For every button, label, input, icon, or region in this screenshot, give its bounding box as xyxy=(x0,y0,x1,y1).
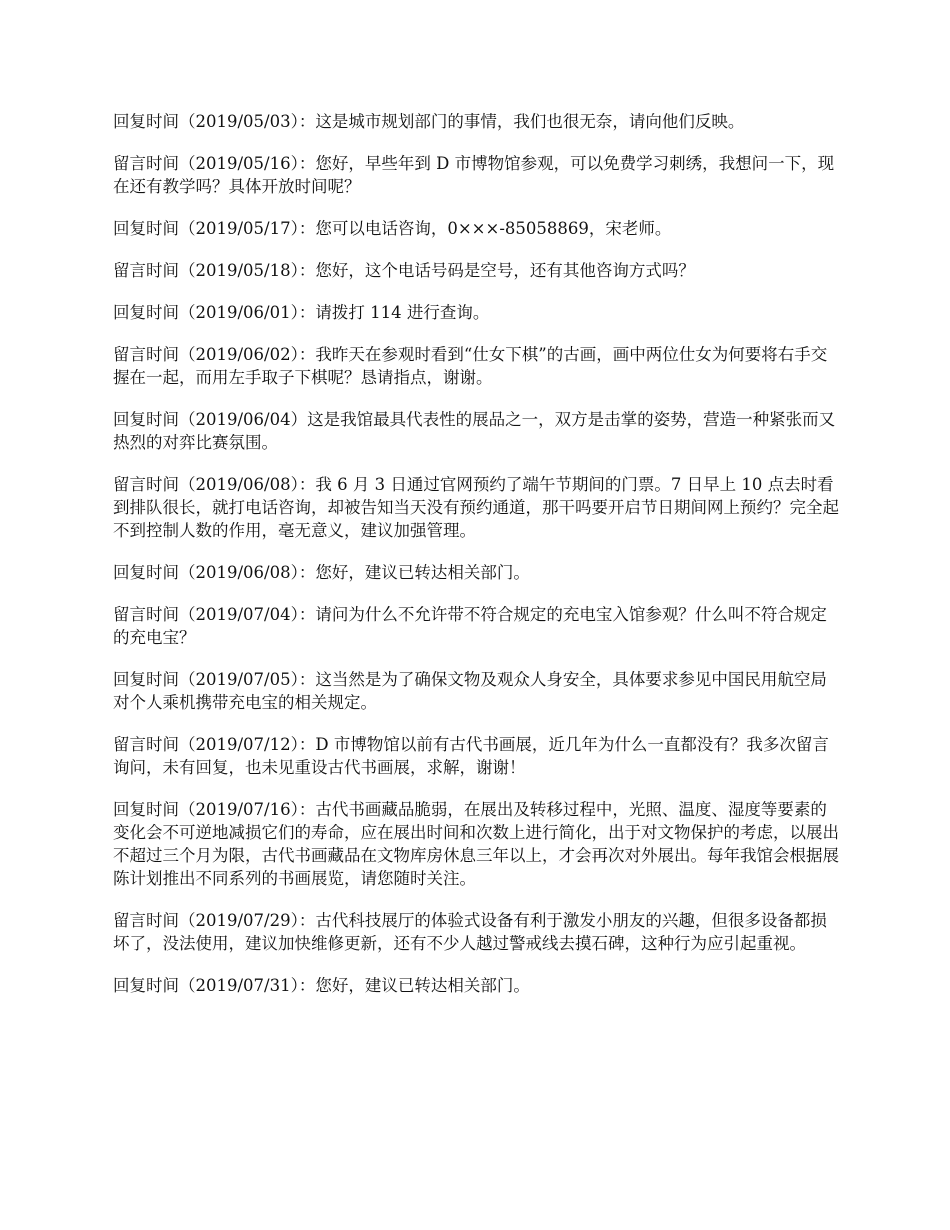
entry-date: （2019/07/29） xyxy=(179,911,299,930)
entry-text: 您好，这个电话号码是空号，还有其他咨询方式吗？ xyxy=(315,261,695,280)
entry-date: （2019/06/08） xyxy=(179,475,299,494)
entry-separator: ： xyxy=(298,303,316,322)
message-entry xyxy=(113,259,840,282)
entry-separator: ： xyxy=(298,800,316,819)
entry-label: 回复时间 xyxy=(113,112,179,131)
entry-label: 回复时间 xyxy=(113,410,179,429)
entry-separator: ： xyxy=(298,261,316,280)
entry-label: 留言时间 xyxy=(113,911,179,930)
document-page xyxy=(113,110,840,1016)
reply-entry xyxy=(113,110,840,133)
message-entry xyxy=(113,473,840,542)
entry-text: 这当然是为了确保文物及观众人身安全，具体要求参见中国民用航空局对个人乘机携带充电宝的相关规定。 xyxy=(113,670,827,712)
entry-text: 您好，早些年到 D 市博物馆参观，可以免费学习刺绣，我想问一下，现在还有教学吗？具体开放时间呢？ xyxy=(113,154,835,196)
message-entry xyxy=(113,603,840,649)
entry-text: 这是城市规划部门的事情，我们也很无奈，请向他们反映。 xyxy=(315,112,745,131)
entry-date: （2019/07/05） xyxy=(179,670,299,689)
entry-date: （2019/05/18） xyxy=(179,261,299,280)
entry-text: D 市博物馆以前有古代书画展，近几年为什么一直都没有？我多次留言询问，未有回复，也未见重设古代书画展，求解，谢谢！ xyxy=(113,735,829,777)
entry-label: 留言时间 xyxy=(113,605,179,624)
entry-label: 留言时间 xyxy=(113,735,179,754)
reply-entry xyxy=(113,217,840,240)
entry-separator: ： xyxy=(298,345,316,364)
message-entry xyxy=(113,152,840,198)
entry-text: 请问为什么不允许带不符合规定的充电宝入馆参观？什么叫不符合规定的充电宝？ xyxy=(113,605,827,647)
entry-date: （2019/07/04） xyxy=(179,605,299,624)
entry-date: （2019/06/04） xyxy=(179,410,308,429)
message-entry xyxy=(113,909,840,955)
entry-label: 回复时间 xyxy=(113,219,179,238)
entry-date: （2019/07/12） xyxy=(179,735,299,754)
entry-text: 我昨天在参观时看到“仕女下棋”的古画，画中两位仕女为何要将右手交握在一起，而用左手取子下棋呢？恳请指点，谢谢。 xyxy=(113,345,828,387)
entry-separator: ： xyxy=(298,670,316,689)
entry-label: 留言时间 xyxy=(113,345,179,364)
entry-text: 我 6 月 3 日通过官网预约了端午节期间的门票。7 日早上 10 点去时看到排队很长，就打电话咨询，却被告知当天没有预约通道，那干吗要开启节日期间网上预约？完全起不到控制人数的作用，毫无意义，建议加强管理。 xyxy=(113,475,839,540)
message-entry xyxy=(113,733,840,779)
entry-separator: ： xyxy=(298,735,316,754)
entry-label: 留言时间 xyxy=(113,475,179,494)
entry-label: 回复时间 xyxy=(113,800,179,819)
entry-text: 您好，建议已转达相关部门。 xyxy=(315,563,530,582)
entry-date: （2019/05/16） xyxy=(179,154,299,173)
entry-separator: ： xyxy=(298,563,316,582)
entry-date: （2019/05/17） xyxy=(179,219,299,238)
entry-label: 回复时间 xyxy=(113,976,179,995)
entry-separator: ： xyxy=(298,475,316,494)
reply-entry xyxy=(113,408,840,454)
entry-separator: ： xyxy=(298,154,316,173)
entry-label: 回复时间 xyxy=(113,670,179,689)
entry-text: 请拨打 114 进行查询。 xyxy=(315,303,490,322)
reply-entry xyxy=(113,561,840,584)
entry-text: 您可以电话咨询，0×××-85058869，宋老师。 xyxy=(315,219,672,238)
entry-date: （2019/07/16） xyxy=(179,800,299,819)
entry-separator: ： xyxy=(298,605,316,624)
entry-text: 您好，建议已转达相关部门。 xyxy=(315,976,530,995)
entry-separator: ： xyxy=(298,976,316,995)
reply-entry xyxy=(113,301,840,324)
message-entry xyxy=(113,343,840,389)
entry-label: 留言时间 xyxy=(113,154,179,173)
entry-date: （2019/07/31） xyxy=(179,976,299,995)
entry-date: （2019/06/02） xyxy=(179,345,299,364)
entry-date: （2019/06/08） xyxy=(179,563,299,582)
entry-text: 古代书画藏品脆弱，在展出及转移过程中，光照、温度、湿度等要素的变化会不可逆地减损它们的寿命，应在展出时间和次数上进行简化，出于对文物保护的考虑，以展出不超过三个月为限，古代书画藏品在文物库房休息三年以上，才会再次对外展出。每年我馆会根据展陈计划推出不同系列的书画展览，请您随时关注。 xyxy=(113,800,839,888)
reply-entry xyxy=(113,974,840,997)
entry-text: 这是我馆最具代表性的展品之一，双方是击掌的姿势，营造一种紧张而又热烈的对弈比赛氛围。 xyxy=(113,410,836,452)
entry-text: 古代科技展厅的体验式设备有利于激发小朋友的兴趣，但很多设备都损坏了，没法使用，建议加快维修更新，还有不少人越过警戒线去摸石碑，这种行为应引起重视。 xyxy=(113,911,827,953)
entry-date: （2019/06/01） xyxy=(179,303,299,322)
entry-separator: ： xyxy=(298,911,316,930)
entry-label: 回复时间 xyxy=(113,303,179,322)
reply-entry xyxy=(113,798,840,890)
entry-label: 回复时间 xyxy=(113,563,179,582)
entry-separator: ： xyxy=(298,112,316,131)
entry-separator: ： xyxy=(298,219,316,238)
entry-date: （2019/05/03） xyxy=(179,112,299,131)
reply-entry xyxy=(113,668,840,714)
entry-label: 留言时间 xyxy=(113,261,179,280)
